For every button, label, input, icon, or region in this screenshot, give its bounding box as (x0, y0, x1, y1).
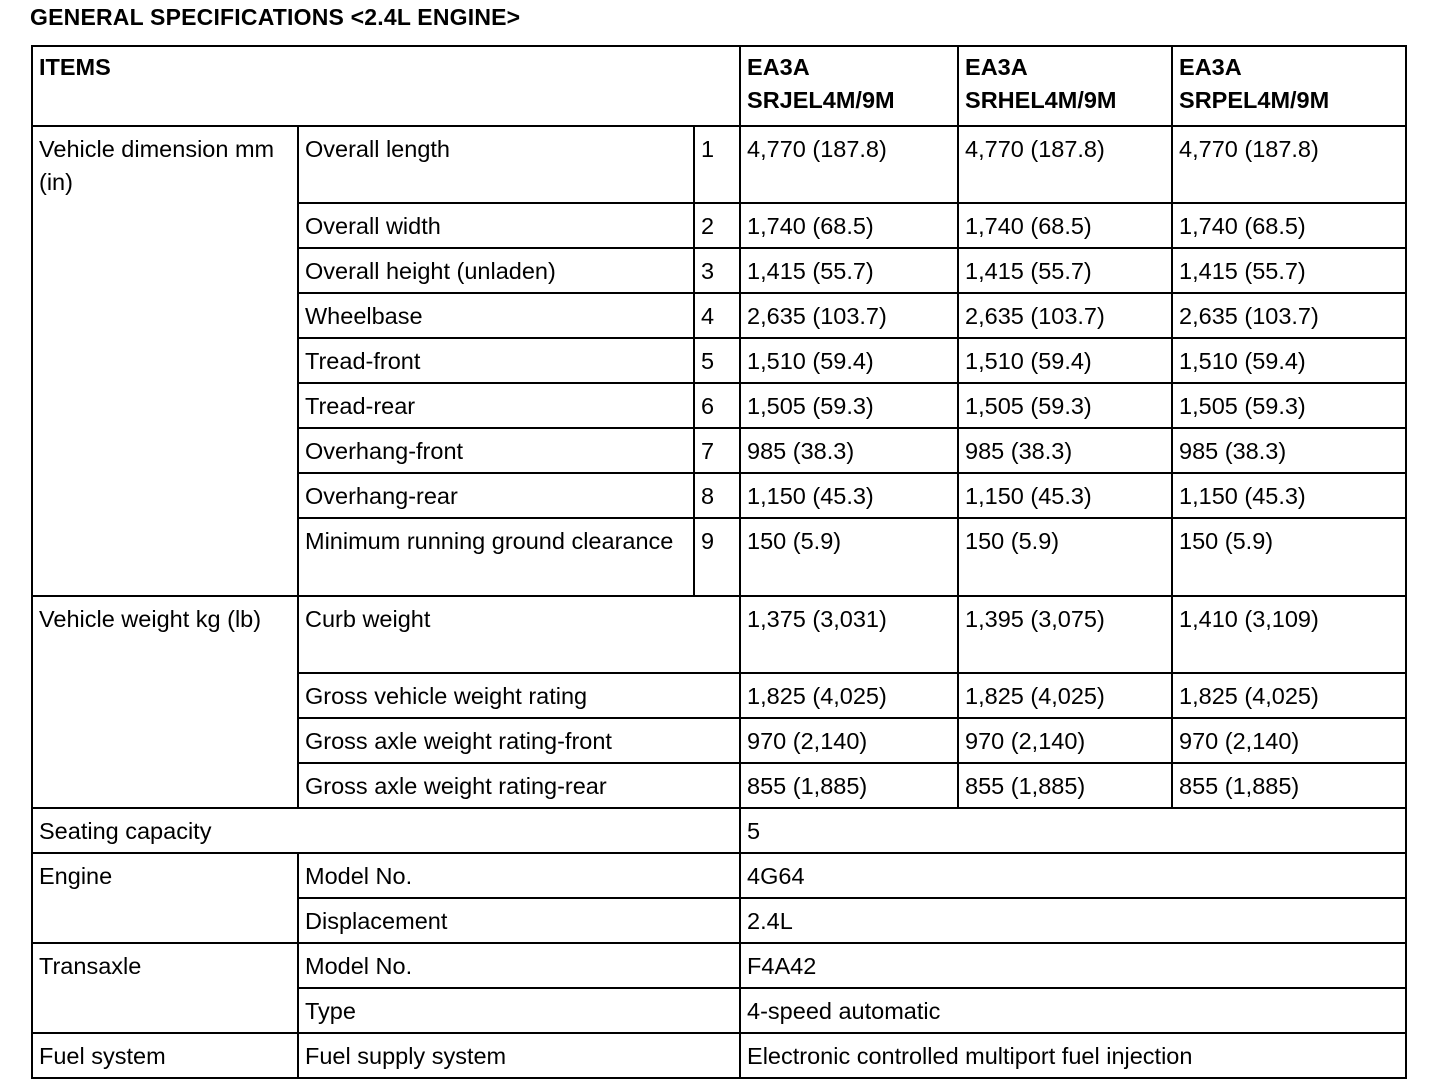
value-cell: 1,150 (45.3) (958, 473, 1172, 518)
model-header-1: EA3A SRJEL4M/9M (740, 46, 958, 126)
value-cell: 150 (5.9) (1172, 518, 1406, 596)
value-cell: 2,635 (103.7) (1172, 293, 1406, 338)
value-cell: 1,740 (68.5) (958, 203, 1172, 248)
value-cell: 855 (1,885) (1172, 763, 1406, 808)
row-label: Model No. (298, 943, 740, 988)
value-cell: F4A42 (740, 943, 1406, 988)
row-label: Overhang-front (298, 428, 694, 473)
value-cell: 985 (38.3) (740, 428, 958, 473)
row-number: 3 (694, 248, 740, 293)
row-label: Model No. (298, 853, 740, 898)
row-number: 6 (694, 383, 740, 428)
value-cell: 1,510 (59.4) (1172, 338, 1406, 383)
value-cell: 1,395 (3,075) (958, 596, 1172, 673)
row-label: Minimum running ground clearance (298, 518, 694, 596)
model-header-3: EA3A SRPEL4M/9M (1172, 46, 1406, 126)
row-number: 2 (694, 203, 740, 248)
row-label: Overall length (298, 126, 694, 203)
value-cell: 1,510 (59.4) (958, 338, 1172, 383)
row-label: Wheelbase (298, 293, 694, 338)
transaxle-group: Transaxle (32, 943, 298, 1033)
value-cell: 1,740 (68.5) (740, 203, 958, 248)
row-label: Overall width (298, 203, 694, 248)
row-number: 7 (694, 428, 740, 473)
row-label: Tread-rear (298, 383, 694, 428)
row-number: 4 (694, 293, 740, 338)
value-cell: 1,740 (68.5) (1172, 203, 1406, 248)
row-label: Type (298, 988, 740, 1033)
value-cell: 4G64 (740, 853, 1406, 898)
value-cell: 1,505 (59.3) (958, 383, 1172, 428)
value-cell: 985 (38.3) (958, 428, 1172, 473)
value-cell: 970 (2,140) (958, 718, 1172, 763)
engine-group: Engine (32, 853, 298, 943)
value-cell: 855 (1,885) (740, 763, 958, 808)
items-header: ITEMS (32, 46, 740, 126)
vehicle-weight-group: Vehicle weight kg (lb) (32, 596, 298, 808)
value-cell: 4,770 (187.8) (958, 126, 1172, 203)
row-label: Overhang-rear (298, 473, 694, 518)
row-label: Gross axle weight rating-front (298, 718, 740, 763)
value-cell: 1,415 (55.7) (958, 248, 1172, 293)
row-label: Gross vehicle weight rating (298, 673, 740, 718)
page-title: GENERAL SPECIFICATIONS <2.4L ENGINE> (30, 4, 521, 30)
value-cell: 855 (1,885) (958, 763, 1172, 808)
value-cell: 970 (2,140) (1172, 718, 1406, 763)
row-label: Tread-front (298, 338, 694, 383)
table-row (32, 808, 1406, 853)
value-cell: 1,410 (3,109) (1172, 596, 1406, 673)
table-row (32, 943, 1406, 988)
value-cell: 1,505 (59.3) (740, 383, 958, 428)
value-cell: 1,825 (4,025) (1172, 673, 1406, 718)
value-cell: 2,635 (103.7) (958, 293, 1172, 338)
value-cell: Electronic controlled multiport fuel injection (740, 1033, 1406, 1078)
row-label: Gross axle weight rating-rear (298, 763, 740, 808)
row-label: Fuel supply system (298, 1033, 740, 1078)
value-cell: 150 (5.9) (740, 518, 958, 596)
row-number: 9 (694, 518, 740, 596)
table-row (32, 126, 1406, 203)
value-cell: 1,825 (4,025) (740, 673, 958, 718)
value-cell: 2,635 (103.7) (740, 293, 958, 338)
value-cell: 1,505 (59.3) (1172, 383, 1406, 428)
table-row (32, 1033, 1406, 1078)
seating-capacity-label: Seating capacity (32, 808, 740, 853)
table-row (32, 853, 1406, 898)
value-cell: 1,150 (45.3) (1172, 473, 1406, 518)
row-number: 8 (694, 473, 740, 518)
value-cell: 985 (38.3) (1172, 428, 1406, 473)
value-cell: 1,415 (55.7) (740, 248, 958, 293)
value-cell: 4-speed automatic (740, 988, 1406, 1033)
value-cell: 2.4L (740, 898, 1406, 943)
fuel-system-group: Fuel system (32, 1033, 298, 1078)
row-label: Overall height (unladen) (298, 248, 694, 293)
value-cell: 1,150 (45.3) (740, 473, 958, 518)
value-cell: 1,510 (59.4) (740, 338, 958, 383)
value-cell: 970 (2,140) (740, 718, 958, 763)
model-header-2: EA3A SRHEL4M/9M (958, 46, 1172, 126)
row-number: 5 (694, 338, 740, 383)
vehicle-dimension-group: Vehicle dimension mm (in) (32, 126, 298, 596)
value-cell: 1,825 (4,025) (958, 673, 1172, 718)
value-cell: 150 (5.9) (958, 518, 1172, 596)
header-row (32, 46, 1406, 126)
value-cell: 4,770 (187.8) (740, 126, 958, 203)
table-row (32, 596, 1406, 673)
value-cell: 4,770 (187.8) (1172, 126, 1406, 203)
value-cell: 1,415 (55.7) (1172, 248, 1406, 293)
row-label: Displacement (298, 898, 740, 943)
spec-table (31, 45, 1407, 1079)
row-number: 1 (694, 126, 740, 203)
value-cell: 1,375 (3,031) (740, 596, 958, 673)
row-label: Curb weight (298, 596, 740, 673)
seating-capacity-value: 5 (740, 808, 1406, 853)
